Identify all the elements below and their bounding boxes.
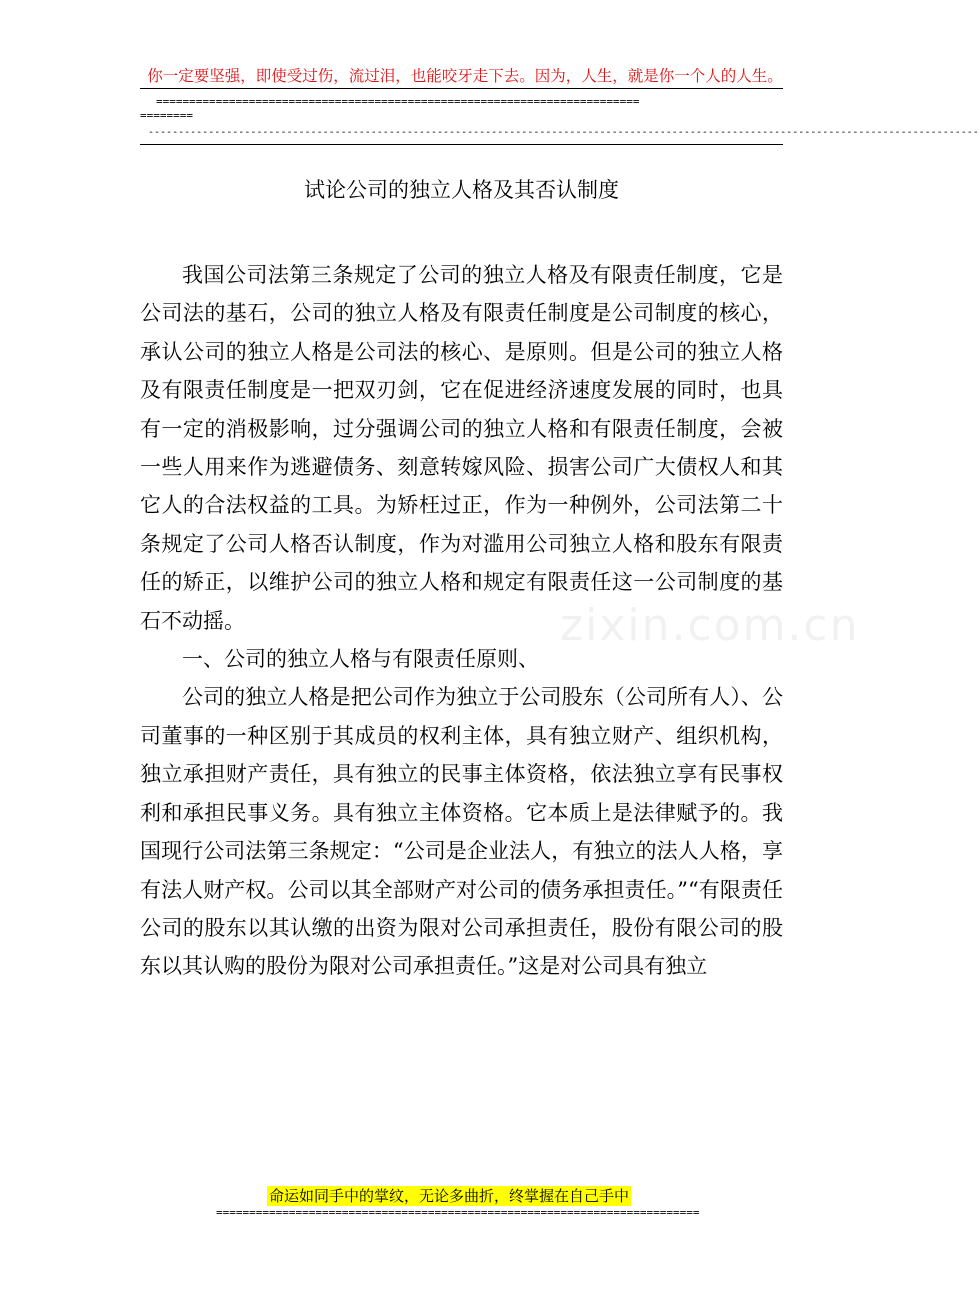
header-dash-line: ------------------------------------------------------------------------------------------------------------------------------------------ [148,127,979,138]
section-heading: 一、公司的独立人格与有限责任原则、 [182,647,539,672]
document-body [140,256,783,986]
header-rule-top [140,88,783,89]
header-rule-bottom [140,144,783,145]
paragraph: 我国公司法第三条规定了公司的独立人格及有限责任制度，它是公司法的基石，公司的独立人格及有限责任制度是公司制度的核心，承认公司的独立人格是公司法的核心、是原则。但是公司的独立人格及有限责任制度是一把双刃剑，它在促进经济速度发展的同时，也具有一定的消极影响，过分强调公司的独立人格和有限责任制度，会被一些人用来作为逃避债务、刻意转嫁风险、损害公司广大债权人和其它人的合法权益的工具。为矫枉过正，作为一种例外，公司法第二十条规定了公司人格否认制度，作为对滥用公司独立人格和股东有限责任的矫正，以维护公司的独立人格和规定有限责任这一公司制度的基石不动摇。 [140,263,783,633]
document-title: 试论公司的独立人格及其否认制度 [304,178,619,202]
header-equals-line-wrap: ======== [140,109,193,122]
footer-equals-line: ========================================================================= [216,1206,700,1219]
watermark: zixin.com.cn [560,600,860,651]
paragraph: 公司的独立人格是把公司作为独立于公司股东（公司所有人）、公司董事的一种区别于其成员的权利主体，具有独立财产、组织机构，独立承担财产责任，具有独立的民事主体资格，依法独立享有民事权利和承担民事义务。具有独立主体资格。它本质上是法律赋予的。我国现行公司法第三条规定：“公司是企业法人，有独立的法人人格，享有法人财产权。公司以其全部财产对公司的债务承担责任。”“有限责任公司的股东以其认缴的出资为限对公司承担责任，股份有限公司的股东以其认购的股份为限对公司承担责任。”这是对公司具有独立 [140,685,783,979]
header-equals-line: ========================================================================= [156,95,640,108]
header-motto: 你一定要坚强，即使受过伤，流过泪，也能咬牙走下去。因为，人生，就是你一个人的人生。 [147,67,783,85]
footer-motto: 命运如同手中的掌纹，无论多曲折，终掌握在自己手中 [269,1187,630,1205]
